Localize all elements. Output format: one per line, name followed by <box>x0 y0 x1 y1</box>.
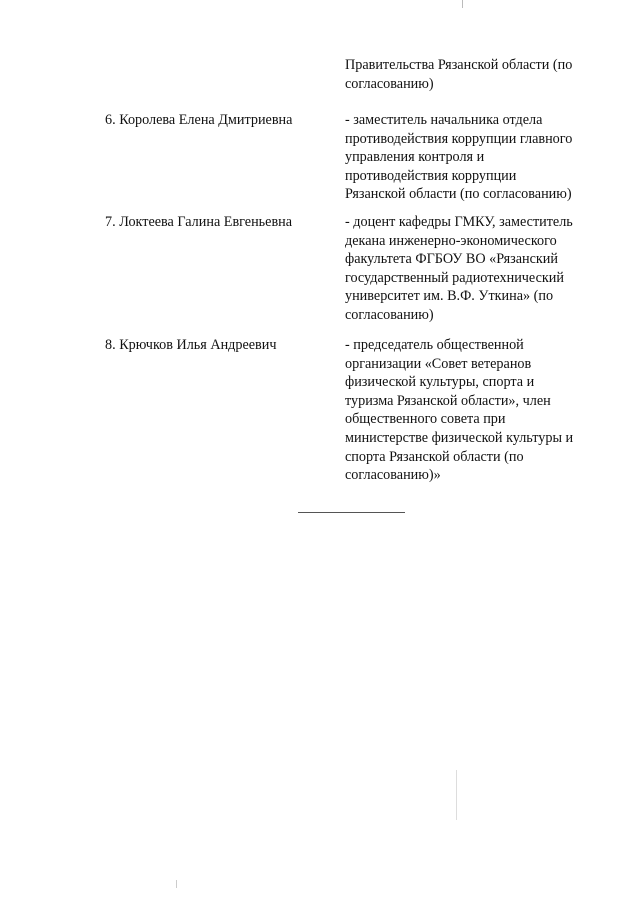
text-line: общественного совета при <box>345 411 506 428</box>
text-line: университет им. В.Ф. Уткина» (по <box>345 288 554 305</box>
text-line: министерстве физической культуры и <box>345 429 574 446</box>
text-line: организации «Совет ветеранов <box>345 355 532 372</box>
end-separator-line <box>298 512 405 513</box>
text-line: Рязанской области (по согласованию) <box>345 186 572 203</box>
text-line: - председатель общественной <box>345 337 524 353</box>
member-name: 8. Крючков Илья Андреевич <box>105 337 277 353</box>
text-line: согласованию) <box>345 306 434 323</box>
text-line: туризма Рязанской области», член <box>345 392 551 409</box>
scan-artifact <box>456 770 457 820</box>
text-line: - доцент кафедры ГМКУ, заместитель <box>345 214 573 230</box>
scan-artifact <box>176 880 177 888</box>
text-line: Правительства Рязанской области (по <box>345 57 573 73</box>
member-description <box>345 111 572 204</box>
text-line: управления контроля и <box>345 149 485 166</box>
text-line: физической культуры, спорта и <box>345 374 535 391</box>
member-description <box>345 213 573 325</box>
member-name: 6. Королева Елена Дмитриевна <box>105 112 293 128</box>
member-description <box>345 336 573 485</box>
scan-artifact <box>462 0 463 8</box>
text-line: противодействия коррупции главного <box>345 130 573 147</box>
member-name: 7. Локтеева Галина Евгеньевна <box>105 214 293 230</box>
text-line: спорта Рязанской области (по <box>345 448 524 465</box>
text-line: согласованию)» <box>345 467 441 484</box>
text-line: - заместитель начальника отдела <box>345 112 543 128</box>
text-line: государственный радиотехнический <box>345 269 564 286</box>
text-line: противодействия коррупции <box>345 167 517 184</box>
continuation-text <box>345 56 572 93</box>
text-line: декана инженерно-экономического <box>345 232 557 249</box>
text-line: согласованию) <box>345 75 434 92</box>
text-line: факультета ФГБОУ ВО «Рязанский <box>345 251 558 268</box>
